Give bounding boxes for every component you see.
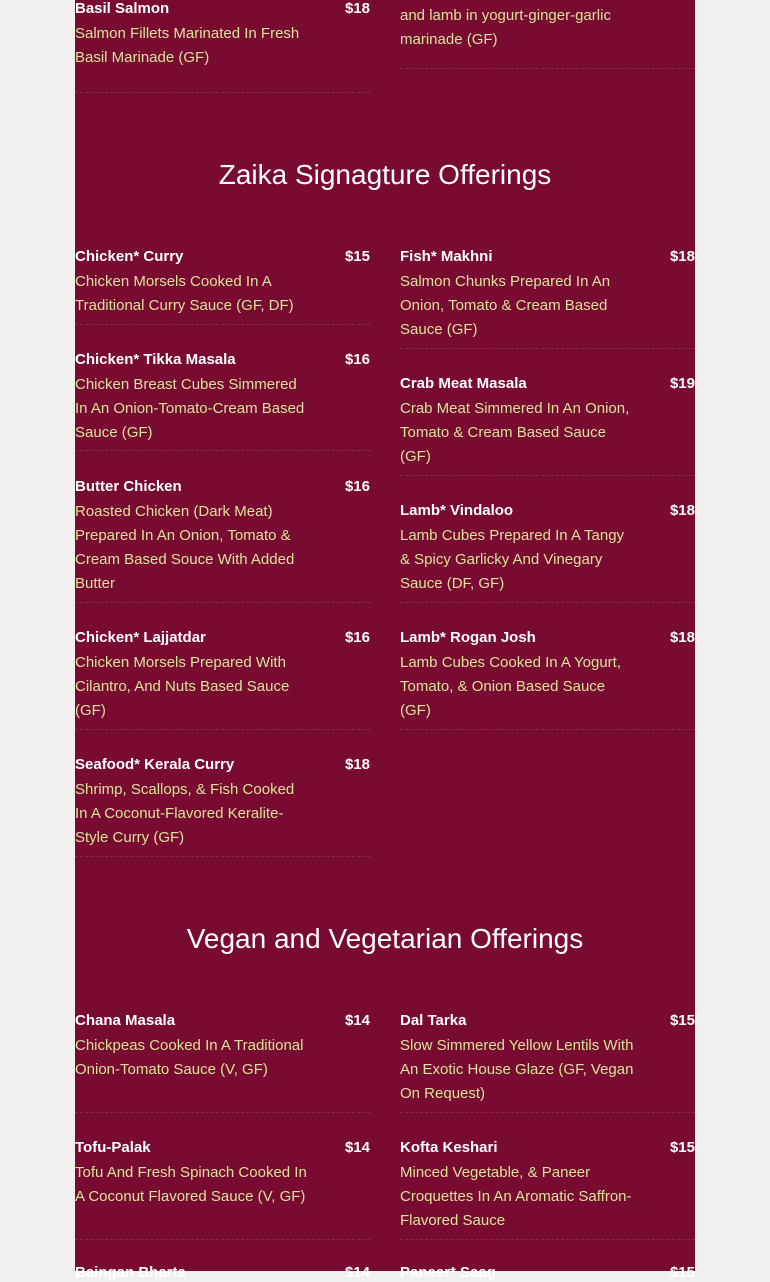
menu-item [400,996,695,1113]
item-price: $19 [669,375,695,392]
item-description: Chicken Morsels Prepared With Cilantro, And Nuts Based Sauce (GF) [75,654,290,719]
item-price: $18 [669,248,695,265]
item-price: $14 [344,1012,370,1029]
item-description: Roasted Chicken (Dark Meat) Prepared In An Onion, Tomato & Cream Based Souce With Added Butter [75,503,295,592]
menu-panel [75,0,695,1281]
item-price: $15 [669,1012,695,1029]
item-name: Butter Chicken [75,478,182,495]
item-description: Lamb Cubes Cooked In A Yogurt, Tomato, & Onion Based Sauce (GF) [400,654,621,719]
item-name: Kofta Keshari [400,1139,498,1156]
item-price: $16 [344,351,370,368]
item-price: $18 [669,629,695,646]
item-name: Dal Tarka [400,1012,467,1029]
item-name: Lamb* Rogan Josh [400,629,536,646]
item-price: $18 [669,502,695,519]
menu-item [400,613,695,730]
item-name: Chicken* Tikka Masala [75,351,236,368]
menu-item [75,232,370,325]
item-description: Salmon Fillets Marinated In Fresh Basil Marinade (GF) [75,25,300,66]
item-description: and lamb in yogurt-ginger-garlic marinade (GF) [400,7,611,48]
menu-item [400,232,695,349]
item-price: $14 [344,1139,370,1156]
menu-item [400,0,695,69]
menu-item [75,613,370,730]
item-price: $16 [344,629,370,646]
item-price: $14 [344,1264,370,1281]
menu-item [75,1123,370,1240]
menu-item [400,486,695,603]
item-description: Slow Simmered Yellow Lentils With An Exotic House Glaze (GF, Vegan On Request) [400,1037,634,1102]
item-name: Crab Meat Masala [400,375,527,392]
item-description: Salmon Chunks Prepared In An Onion, Tomato & Cream Based Sauce (GF) [400,273,611,338]
item-description: Tofu And Fresh Spinach Cooked In A Coconut Flavored Sauce (V, GF) [75,1164,307,1205]
item-description: Chickpeas Cooked In A Traditional Onion-Tomato Sauce (V, GF) [75,1037,304,1078]
item-price: $18 [344,0,370,17]
item-name: Paneer* Saag [400,1264,496,1281]
item-name: Tofu-Palak [75,1139,151,1156]
item-description: Chicken Breast Cubes Simmered In An Onion-Tomato-Cream Based Sauce (GF) [75,376,305,441]
item-description: Chicken Morsels Cooked In A Traditional Curry Sauce (GF, DF) [75,273,294,314]
item-description: Crab Meat Simmered In An Onion, Tomato & Cream Based Sauce (GF) [400,400,630,465]
item-description: Minced Vegetable, & Paneer Croquettes In An Aromatic Saffron-Flavored Sauce [400,1164,632,1229]
menu-item [75,335,370,451]
item-description: Lamb Cubes Prepared In A Tangy & Spicy Garlicky And Vinegary Sauce (DF, GF) [400,527,625,592]
menu-item [400,1123,695,1240]
menu-item [400,359,695,476]
menu-item [75,740,370,857]
item-description: Shrimp, Scallops, & Fish Cooked In A Coconut-Flavored Keralite-Style Curry (GF) [75,781,295,846]
menu-item [400,1248,695,1281]
section-title-signature: Zaika Signagture Offerings [218,159,552,190]
item-name: Lamb* Vindaloo [400,502,514,519]
item-name: Baingan Bharta [75,1264,186,1281]
item-name: Basil Salmon [75,0,170,17]
item-name: Chicken* Lajjatdar [75,629,206,646]
menu-item [75,462,370,603]
menu-item [75,0,370,93]
item-price: $15 [344,248,370,265]
item-price: $15 [669,1264,695,1281]
item-name: Chicken* Curry [75,248,184,265]
menu-item [75,996,370,1113]
item-price: $15 [669,1139,695,1156]
item-price: $16 [344,478,370,495]
item-name: Chana Masala [75,1012,176,1029]
menu-item [75,1248,370,1281]
item-name: Seafood* Kerala Curry [75,756,235,773]
item-price: $18 [344,756,370,773]
item-name: Fish* Makhni [400,248,493,265]
section-title-vegan: Vegan and Vegetarian Offerings [186,923,584,954]
